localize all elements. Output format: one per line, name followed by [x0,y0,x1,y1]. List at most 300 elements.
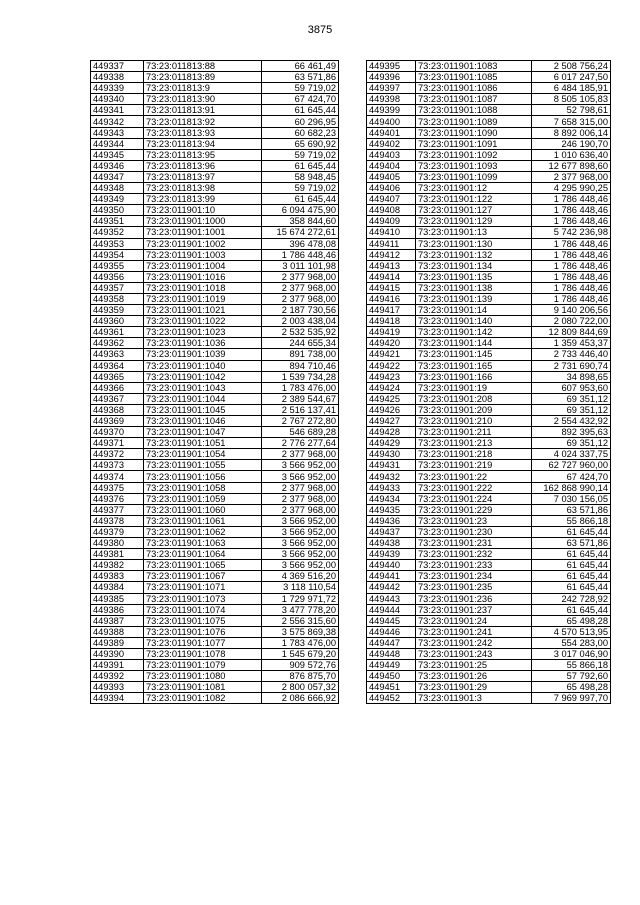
row-number-cell: 449343 [91,127,144,138]
row-number-cell: 449386 [91,604,144,615]
cadastral-number-cell: 73:23:011901:237 [416,604,532,615]
table-row [91,582,339,593]
row-number-cell: 449437 [367,526,416,537]
cadastral-number-cell: 73:23:011901:208 [416,393,532,404]
cadastral-number-cell: 73:23:011901:1089 [416,116,532,127]
cadastral-number-cell: 73:23:011813:99 [144,194,262,205]
cadastral-number-cell: 73:23:011901:1064 [144,549,262,560]
row-number-cell: 449425 [367,393,416,404]
cadastral-number-cell: 73:23:011901:1003 [144,249,262,260]
row-number-cell: 449391 [91,660,144,671]
row-number-cell: 449448 [367,648,416,659]
value-cell: 2 377 968,00 [262,482,339,493]
row-number-cell: 449433 [367,482,416,493]
cadastral-number-cell: 73:23:011901:235 [416,582,532,593]
cadastral-number-cell: 73:23:011901:25 [416,660,532,671]
table-row [367,238,611,249]
table-row [91,194,339,205]
value-cell: 2 516 137,41 [262,404,339,415]
value-cell: 3 011 101,98 [262,260,339,271]
value-cell: 12 677 898,60 [532,160,611,171]
table-row [91,493,339,504]
cadastral-number-cell: 73:23:011813:97 [144,171,262,182]
cadastral-number-cell: 73:23:011901:127 [416,205,532,216]
row-number-cell: 449410 [367,227,416,238]
value-cell: 62 727 960,00 [532,460,611,471]
cadastral-number-cell: 73:23:011901:135 [416,271,532,282]
value-cell: 8 892 006,14 [532,127,611,138]
cadastral-number-cell: 73:23:011901:233 [416,560,532,571]
value-cell: 61 645,44 [532,604,611,615]
table-row [367,282,611,293]
value-cell: 67 424,70 [532,471,611,482]
cadastral-number-cell: 73:23:011813:9 [144,83,262,94]
table-row [367,560,611,571]
row-number-cell: 449385 [91,593,144,604]
cadastral-number-cell: 73:23:011901:1092 [416,149,532,160]
value-cell: 7 969 997,70 [532,693,611,704]
value-cell: 66 461,49 [262,61,339,72]
table-row [91,427,339,438]
table-row [91,482,339,493]
table-row [367,249,611,260]
table-row [91,316,339,327]
value-cell: 2 731 690,74 [532,360,611,371]
value-cell: 34 898,65 [532,371,611,382]
value-cell: 2 554 432,92 [532,416,611,427]
cadastral-number-cell: 73:23:011901:209 [416,404,532,415]
table-row [91,449,339,460]
value-cell: 1 545 679,20 [262,648,339,659]
row-number-cell: 449372 [91,449,144,460]
table-row [91,138,339,149]
table-row [367,404,611,415]
value-cell: 1 786 448,46 [532,249,611,260]
row-number-cell: 449348 [91,183,144,194]
value-cell: 67 424,70 [262,94,339,105]
value-cell: 59 719,02 [262,183,339,194]
row-number-cell: 449413 [367,260,416,271]
table-row [367,682,611,693]
cadastral-number-cell: 73:23:011901:1004 [144,260,262,271]
cadastral-number-cell: 73:23:011901:1083 [416,61,532,72]
value-cell: 59 719,02 [262,83,339,94]
table-row [367,582,611,593]
cadastral-number-cell: 73:23:011901:1051 [144,438,262,449]
value-cell: 1 010 636,40 [532,149,611,160]
table-row [91,216,339,227]
value-cell: 2 377 968,00 [262,293,339,304]
cadastral-number-cell: 73:23:011901:241 [416,626,532,637]
table-row [91,360,339,371]
cadastral-number-cell: 73:23:011901:26 [416,671,532,682]
row-number-cell: 449404 [367,160,416,171]
value-cell: 2 733 446,40 [532,349,611,360]
cadastral-number-cell: 73:23:011901:1090 [416,127,532,138]
row-number-cell: 449393 [91,682,144,693]
value-cell: 3 566 952,00 [262,560,339,571]
table-row [367,660,611,671]
table-row [367,305,611,316]
cadastral-number-cell: 73:23:011901:219 [416,460,532,471]
row-number-cell: 449380 [91,538,144,549]
table-row [367,94,611,105]
value-cell: 2 556 315,60 [262,615,339,626]
row-number-cell: 449397 [367,83,416,94]
cadastral-number-cell: 73:23:011901:1023 [144,327,262,338]
value-cell: 61 645,44 [262,160,339,171]
cadastral-number-cell: 73:23:011901:1076 [144,626,262,637]
cadastral-number-cell: 73:23:011901:1067 [144,571,262,582]
row-number-cell: 449439 [367,549,416,560]
cadastral-number-cell: 73:23:011901:1036 [144,338,262,349]
value-cell: 61 645,44 [532,549,611,560]
row-number-cell: 449446 [367,626,416,637]
cadastral-number-cell: 73:23:011901:1093 [416,160,532,171]
cadastral-number-cell: 73:23:011901:1060 [144,504,262,515]
table-row [91,227,339,238]
table-row [367,427,611,438]
value-cell: 909 572,76 [262,660,339,671]
cadastral-number-cell: 73:23:011901:231 [416,538,532,549]
row-number-cell: 449419 [367,327,416,338]
cadastral-number-cell: 73:23:011901:1042 [144,371,262,382]
table-row [91,293,339,304]
value-cell: 61 645,44 [532,582,611,593]
cadastral-number-cell: 73:23:011813:98 [144,183,262,194]
row-number-cell: 449355 [91,260,144,271]
cadastral-number-cell: 73:23:011901:23 [416,515,532,526]
table-row [91,671,339,682]
table-row [91,471,339,482]
row-number-cell: 449444 [367,604,416,615]
table-row [91,160,339,171]
cadastral-number-cell: 73:23:011813:93 [144,127,262,138]
cadastral-number-cell: 73:23:011813:89 [144,72,262,83]
row-number-cell: 449370 [91,427,144,438]
row-number-cell: 449349 [91,194,144,205]
value-cell: 2 377 968,00 [262,282,339,293]
cadastral-number-cell: 73:23:011901:230 [416,526,532,537]
table-row [91,460,339,471]
row-number-cell: 449416 [367,293,416,304]
row-number-cell: 449407 [367,194,416,205]
row-number-cell: 449378 [91,515,144,526]
row-number-cell: 449426 [367,404,416,415]
table-row [91,660,339,671]
value-cell: 892 395,63 [532,427,611,438]
cadastral-number-cell: 73:23:011901:1062 [144,526,262,537]
cadastral-number-cell: 73:23:011901:144 [416,338,532,349]
value-cell: 12 809 844,69 [532,327,611,338]
value-cell: 1 786 448,46 [532,194,611,205]
value-cell: 554 283,00 [532,637,611,648]
value-cell: 1 786 448,46 [532,293,611,304]
row-number-cell: 449373 [91,460,144,471]
row-number-cell: 449429 [367,438,416,449]
value-cell: 1 729 971,72 [262,593,339,604]
row-number-cell: 449395 [367,61,416,72]
cadastral-number-cell: 73:23:011901:166 [416,371,532,382]
table-row [367,127,611,138]
table-row [367,316,611,327]
cadastral-number-cell: 73:23:011901:1073 [144,593,262,604]
cadastral-number-cell: 73:23:011901:1055 [144,460,262,471]
table-row [367,360,611,371]
row-number-cell: 449379 [91,526,144,537]
cadastral-number-cell: 73:23:011901:1061 [144,515,262,526]
page-number: 3875 [307,24,333,36]
value-cell: 2 377 968,00 [532,171,611,182]
cadastral-number-cell: 73:23:011901:24 [416,615,532,626]
row-number-cell: 449431 [367,460,416,471]
right-registry-table [366,60,611,704]
cadastral-number-cell: 73:23:011901:14 [416,305,532,316]
cadastral-number-cell: 73:23:011901:1099 [416,171,532,182]
row-number-cell: 449438 [367,538,416,549]
row-number-cell: 449400 [367,116,416,127]
cadastral-number-cell: 73:23:011901:243 [416,648,532,659]
row-number-cell: 449406 [367,183,416,194]
cadastral-number-cell: 73:23:011901:22 [416,471,532,482]
table-row [91,637,339,648]
table-row [91,205,339,216]
cadastral-number-cell: 73:23:011901:129 [416,216,532,227]
row-number-cell: 449350 [91,205,144,216]
row-number-cell: 449384 [91,582,144,593]
row-number-cell: 449338 [91,72,144,83]
row-number-cell: 449415 [367,282,416,293]
cadastral-number-cell: 73:23:011901:236 [416,593,532,604]
row-number-cell: 449358 [91,293,144,304]
row-number-cell: 449427 [367,416,416,427]
row-number-cell: 449353 [91,238,144,249]
cadastral-number-cell: 73:23:011901:1081 [144,682,262,693]
table-row [91,105,339,116]
row-number-cell: 449346 [91,160,144,171]
row-number-cell: 449388 [91,626,144,637]
cadastral-number-cell: 73:23:011901:229 [416,504,532,515]
table-row [367,349,611,360]
table-row [91,504,339,515]
cadastral-number-cell: 73:23:011901:1078 [144,648,262,659]
cadastral-number-cell: 73:23:011901:1021 [144,305,262,316]
value-cell: 3 118 110,54 [262,582,339,593]
row-number-cell: 449403 [367,149,416,160]
value-cell: 5 742 236,98 [532,227,611,238]
value-cell: 162 868 990,14 [532,482,611,493]
value-cell: 242 728,92 [532,593,611,604]
table-row [91,116,339,127]
row-number-cell: 449409 [367,216,416,227]
row-number-cell: 449374 [91,471,144,482]
table-row [367,671,611,682]
value-cell: 69 351,12 [532,393,611,404]
cadastral-number-cell: 73:23:011901:1087 [416,94,532,105]
table-row [367,138,611,149]
value-cell: 7 030 156,05 [532,493,611,504]
table-row [367,471,611,482]
value-cell: 2 389 544,67 [262,393,339,404]
value-cell: 2 377 968,00 [262,449,339,460]
table-row [367,449,611,460]
value-cell: 61 645,44 [262,194,339,205]
table-row [367,571,611,582]
value-cell: 2 003 438,04 [262,316,339,327]
cadastral-number-cell: 73:23:011813:94 [144,138,262,149]
row-number-cell: 449381 [91,549,144,560]
cadastral-number-cell: 73:23:011901:1077 [144,637,262,648]
cadastral-number-cell: 73:23:011901:122 [416,194,532,205]
cadastral-number-cell: 73:23:011901:29 [416,682,532,693]
row-number-cell: 449398 [367,94,416,105]
value-cell: 3 566 952,00 [262,526,339,537]
row-number-cell: 449451 [367,682,416,693]
table-row [91,371,339,382]
table-row [91,83,339,94]
table-row [367,149,611,160]
table-row [91,238,339,249]
table-row [91,404,339,415]
value-cell: 891 738,00 [262,349,339,360]
cadastral-number-cell: 73:23:011901:1001 [144,227,262,238]
row-number-cell: 449399 [367,105,416,116]
table-row [91,94,339,105]
row-number-cell: 449375 [91,482,144,493]
cadastral-number-cell: 73:23:011813:92 [144,116,262,127]
row-number-cell: 449396 [367,72,416,83]
cadastral-number-cell: 73:23:011901:1063 [144,538,262,549]
table-row [367,61,611,72]
value-cell: 65 690,92 [262,138,339,149]
value-cell: 65 498,28 [532,682,611,693]
table-row [91,249,339,260]
row-number-cell: 449387 [91,615,144,626]
value-cell: 358 844,60 [262,216,339,227]
row-number-cell: 449420 [367,338,416,349]
row-number-cell: 449337 [91,61,144,72]
cadastral-number-cell: 73:23:011901:142 [416,327,532,338]
cadastral-number-cell: 73:23:011901:1085 [416,72,532,83]
table-row [91,604,339,615]
table-row [91,560,339,571]
value-cell: 61 645,44 [532,526,611,537]
value-cell: 52 798,61 [532,105,611,116]
table-row [367,416,611,427]
value-cell: 2 086 666,92 [262,693,339,704]
value-cell: 3 575 869,38 [262,626,339,637]
cadastral-number-cell: 73:23:011901:211 [416,427,532,438]
cadastral-number-cell: 73:23:011901:234 [416,571,532,582]
table-row [91,127,339,138]
cadastral-number-cell: 73:23:011901:1039 [144,349,262,360]
cadastral-number-cell: 73:23:011901:1046 [144,416,262,427]
cadastral-number-cell: 73:23:011901:1044 [144,393,262,404]
row-number-cell: 449365 [91,371,144,382]
value-cell: 1 786 448,46 [532,282,611,293]
value-cell: 2 377 968,00 [262,504,339,515]
cadastral-number-cell: 73:23:011901:1002 [144,238,262,249]
value-cell: 894 710,46 [262,360,339,371]
row-number-cell: 449417 [367,305,416,316]
table-row [91,416,339,427]
value-cell: 3 017 046,90 [532,648,611,659]
row-number-cell: 449376 [91,493,144,504]
value-cell: 1 786 448,46 [532,271,611,282]
table-row [367,116,611,127]
cadastral-number-cell: 73:23:011901:145 [416,349,532,360]
value-cell: 69 351,12 [532,438,611,449]
value-cell: 244 655,34 [262,338,339,349]
table-row [91,438,339,449]
table-row [367,293,611,304]
cadastral-number-cell: 73:23:011901:1079 [144,660,262,671]
cadastral-number-cell: 73:23:011813:91 [144,105,262,116]
value-cell: 65 498,28 [532,615,611,626]
row-number-cell: 449424 [367,382,416,393]
value-cell: 61 645,44 [532,571,611,582]
row-number-cell: 449436 [367,515,416,526]
cadastral-number-cell: 73:23:011901:1082 [144,693,262,704]
value-cell: 2 377 968,00 [262,493,339,504]
value-cell: 2 080 722,00 [532,316,611,327]
table-row [367,327,611,338]
table-row [367,371,611,382]
value-cell: 2 532 535,92 [262,327,339,338]
table-row [91,526,339,537]
cadastral-number-cell: 73:23:011901:1074 [144,604,262,615]
table-row [367,83,611,94]
value-cell: 4 570 513,95 [532,626,611,637]
row-number-cell: 449421 [367,349,416,360]
table-row [367,171,611,182]
cadastral-number-cell: 73:23:011901:1018 [144,282,262,293]
row-number-cell: 449362 [91,338,144,349]
row-number-cell: 449434 [367,493,416,504]
value-cell: 1 786 448,46 [532,238,611,249]
table-row [91,183,339,194]
row-number-cell: 449449 [367,660,416,671]
cadastral-number-cell: 73:23:011901:1043 [144,382,262,393]
table-row [367,72,611,83]
row-number-cell: 449344 [91,138,144,149]
table-row [367,393,611,404]
value-cell: 3 566 952,00 [262,460,339,471]
value-cell: 3 566 952,00 [262,515,339,526]
value-cell: 2 187 730,56 [262,305,339,316]
table-row [367,271,611,282]
row-number-cell: 449443 [367,593,416,604]
table-row [91,282,339,293]
value-cell: 57 792,60 [532,671,611,682]
value-cell: 2 800 057,32 [262,682,339,693]
row-number-cell: 449405 [367,171,416,182]
table-row [91,271,339,282]
table-row [91,260,339,271]
value-cell: 6 094 475,90 [262,205,339,216]
cadastral-number-cell: 73:23:011901:210 [416,416,532,427]
value-cell: 61 645,44 [532,560,611,571]
table-row [367,260,611,271]
row-number-cell: 449382 [91,560,144,571]
value-cell: 2 776 277,64 [262,438,339,449]
row-number-cell: 449422 [367,360,416,371]
value-cell: 246 190,70 [532,138,611,149]
row-number-cell: 449450 [367,671,416,682]
cadastral-number-cell: 73:23:011901:139 [416,293,532,304]
value-cell: 396 478,08 [262,238,339,249]
cadastral-number-cell: 73:23:011901:3 [416,693,532,704]
